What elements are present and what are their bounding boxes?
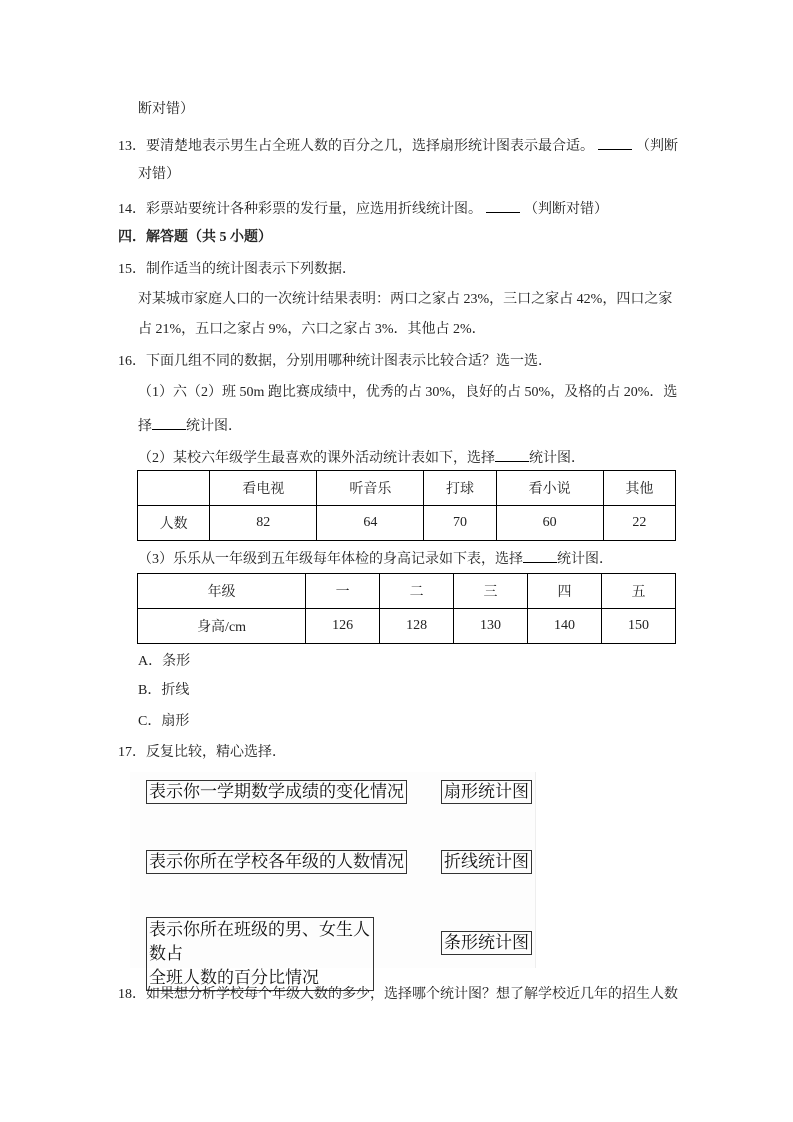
match-right-1: 扇形统计图 bbox=[441, 780, 532, 804]
answer-blank[interactable] bbox=[523, 548, 557, 563]
match-left-2: 表示你所在学校各年级的人数情况 bbox=[146, 850, 407, 874]
cell: 126 bbox=[306, 609, 380, 644]
cell: 五 bbox=[602, 574, 676, 609]
text: 统计图． bbox=[557, 552, 613, 567]
match-left-1: 表示你一学期数学成绩的变化情况 bbox=[146, 780, 407, 804]
cell: 82 bbox=[210, 506, 317, 541]
cell: 64 bbox=[317, 506, 424, 541]
cell bbox=[138, 471, 210, 506]
q16-part1-cont bbox=[138, 415, 242, 436]
q18: 18．如果想分析学校每个年级人数的多少，选择哪个统计图？想了解学校近几年的招生人数 bbox=[118, 987, 678, 1002]
q13-suffix: （判断 bbox=[636, 139, 678, 154]
q14-suffix: （判断对错） bbox=[524, 202, 608, 217]
cell: 二 bbox=[380, 574, 454, 609]
option-c: C．扇形 bbox=[138, 714, 190, 729]
q16: 16．下面几组不同的数据，分别用哪种统计图表示比较合适？选一选． bbox=[118, 354, 552, 369]
text: （3）乐乐从一年级到五年级每年体检的身高记录如下表，选择 bbox=[138, 552, 523, 567]
cell: 130 bbox=[454, 609, 528, 644]
cell: 看电视 bbox=[210, 471, 317, 506]
text: 统计图． bbox=[529, 451, 585, 466]
text: （2）某校六年级学生最喜欢的课外活动统计表如下，选择 bbox=[138, 451, 495, 466]
q15: 15．制作适当的统计图表示下列数据． bbox=[118, 262, 356, 277]
match-right-2: 折线统计图 bbox=[441, 850, 532, 874]
q12-tail: 断对错） bbox=[138, 102, 194, 117]
table-row bbox=[138, 506, 676, 541]
text: 全班人数的百分比情况 bbox=[149, 968, 319, 988]
option-a: A．条形 bbox=[138, 654, 191, 669]
cell: 60 bbox=[496, 506, 603, 541]
cell: 看小说 bbox=[496, 471, 603, 506]
q16-part2 bbox=[138, 447, 585, 468]
table-row bbox=[138, 609, 676, 644]
cell: 年级 bbox=[138, 574, 306, 609]
cell: 三 bbox=[454, 574, 528, 609]
answer-blank[interactable] bbox=[495, 447, 529, 462]
text: 择 bbox=[138, 419, 152, 434]
answer-blank[interactable] bbox=[152, 415, 186, 430]
q14-text: 14．彩票站要统计各种彩票的发行量，应选用折线统计图。 bbox=[118, 202, 482, 217]
q15-line2: 占 21%，五口之家占 9%，六口之家占 3%．其他占 2%． bbox=[138, 322, 486, 337]
cell: 人数 bbox=[138, 506, 210, 541]
q14 bbox=[118, 198, 608, 219]
section-heading: 四．解答题（共 5 小题） bbox=[118, 230, 272, 245]
answer-blank[interactable] bbox=[486, 198, 520, 213]
option-b: B．折线 bbox=[138, 683, 190, 698]
answer-blank[interactable] bbox=[598, 135, 632, 150]
match-right-3: 条形统计图 bbox=[441, 931, 532, 955]
activity-table bbox=[137, 470, 676, 541]
cell: 听音乐 bbox=[317, 471, 424, 506]
q17: 17．反复比较，精心选择． bbox=[118, 745, 286, 760]
cell: 一 bbox=[306, 574, 380, 609]
q16-part3 bbox=[138, 548, 613, 569]
match-left-3 bbox=[146, 917, 374, 991]
cell: 身高/cm bbox=[138, 609, 306, 644]
height-table bbox=[137, 573, 676, 644]
q13-text: 13．要清楚地表示男生占全班人数的百分之几，选择扇形统计图表示最合适。 bbox=[118, 139, 594, 154]
cell: 150 bbox=[602, 609, 676, 644]
cell: 70 bbox=[424, 506, 496, 541]
cell: 其他 bbox=[603, 471, 675, 506]
text: 表示你所在班级的男、女生人数占 bbox=[149, 920, 370, 964]
cell: 四 bbox=[528, 574, 602, 609]
table-header-row bbox=[138, 471, 676, 506]
cell: 128 bbox=[380, 609, 454, 644]
table-header-row bbox=[138, 574, 676, 609]
cell: 打球 bbox=[424, 471, 496, 506]
q13 bbox=[118, 135, 678, 156]
q15-line1: 对某城市家庭人口的一次统计结果表明：两口之家占 23%，三口之家占 42%，四口之家 bbox=[138, 292, 673, 307]
text: 统计图． bbox=[186, 419, 242, 434]
q16-part1: （1）六（2）班 50m 跑比赛成绩中，优秀的占 30%，良好的占 50%，及格的占 20%．选 bbox=[138, 385, 678, 400]
q13-suffix2: 对错） bbox=[138, 167, 180, 182]
cell: 22 bbox=[603, 506, 675, 541]
cell: 140 bbox=[528, 609, 602, 644]
